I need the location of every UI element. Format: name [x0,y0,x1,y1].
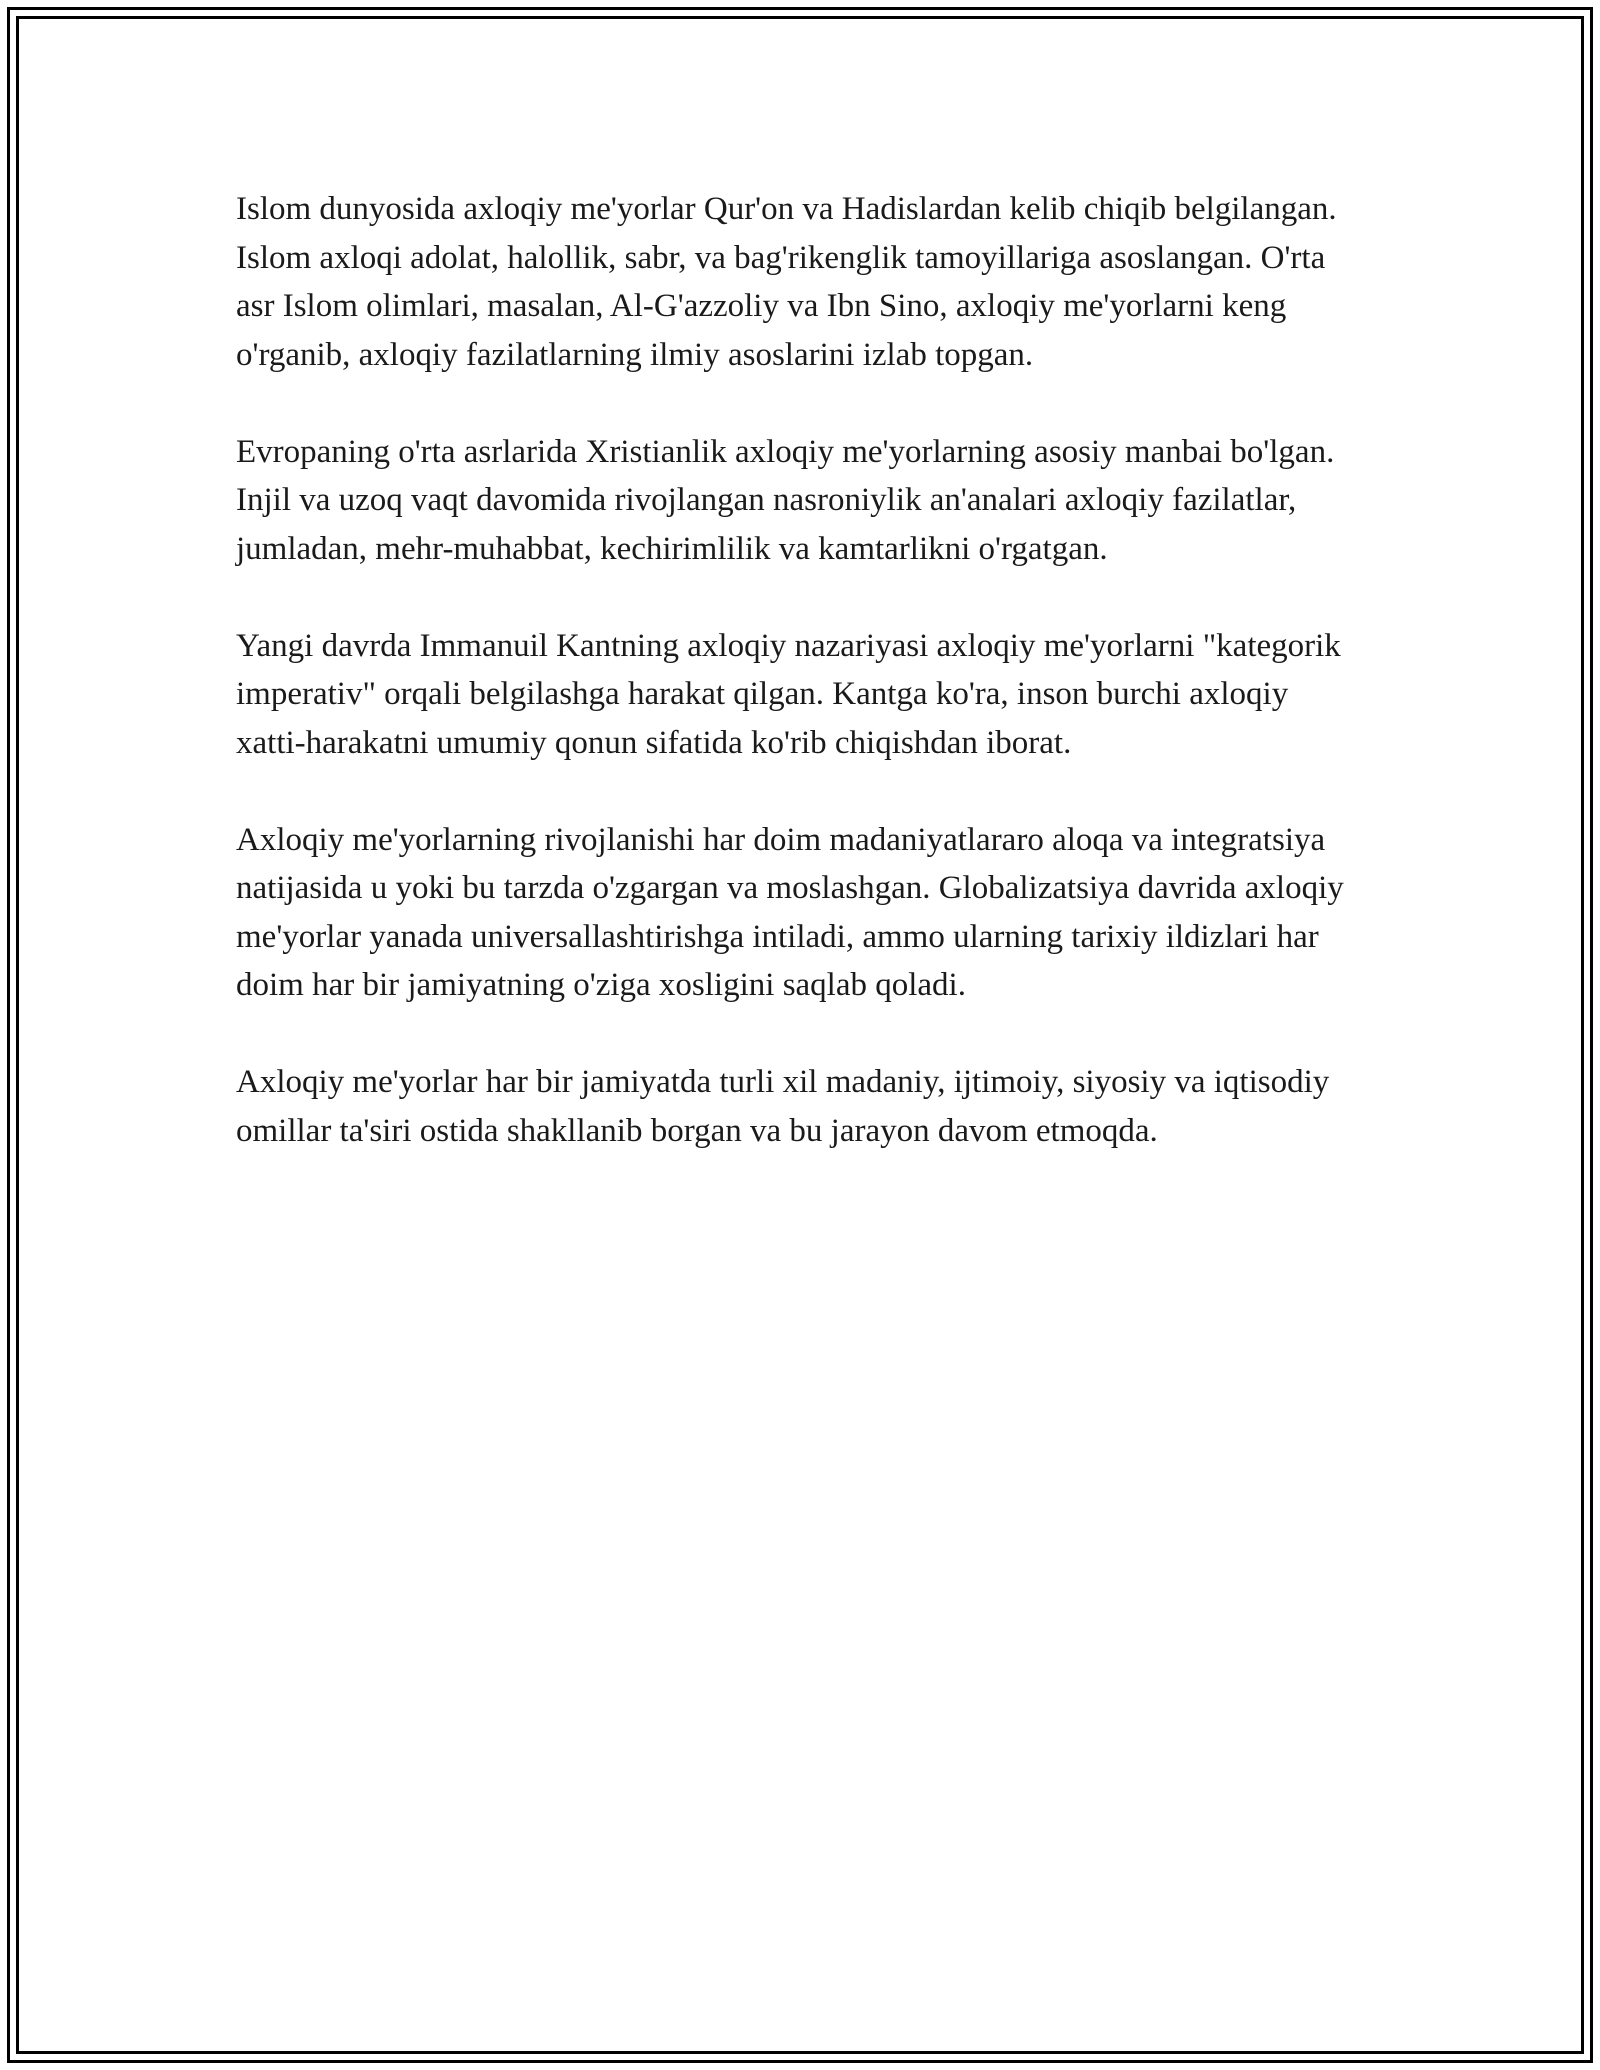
paragraph-globalization: Axloqiy me'yorlarning rivojlanishi har doim madaniyatlararo aloqa va integratsiya natijasida u yoki bu tarzda o'zgargan va moslashgan. Globalizatsiya davrida axloqiy me'yorlar yanada universallashtirishga intiladi, ammo ularning tarixiy ildizlari har doim har bir jamiyatning o'ziga xosligini saqlab qoladi. [236,821,1344,1003]
paragraph-conclusion: Axloqiy me'yorlar har bir jamiyatda turli xil madaniy, ijtimoiy, siyosiy va iqtisodiy omillar ta'siri ostida shakllanib borgan va bu jarayon davom etmoqda. [236,1064,1330,1149]
document-body [236,185,1366,1204]
paragraph-islamic-ethics: Islom dunyosida axloqiy me'yorlar Qur'on va Hadislardan kelib chiqib belgilangan. Islom axloqi adolat, halollik, sabr, va bag'rikenglik tamoyillariga asoslangan. O'rta asr Islom olimlari, masalan, Al-G'azzoliy va Ibn Sino, axloqiy me'yorlarni keng o'rganib, axloqiy fazilatlarning ilmiy asoslarini izlab topgan. [236,191,1337,373]
paragraph-christian-ethics: Evropaning o'rta asrlarida Xristianlik axloqiy me'yorlarning asosiy manbai bo'lgan. Injil va uzoq vaqt davomida rivojlangan nasroniylik an'analari axloqiy fazilatlar, jumladan, mehr-muhabbat, kechirimlilik va kamtarlikni o'rgatgan. [236,433,1335,567]
paragraph-kant-ethics: Yangi davrda Immanuil Kantning axloqiy nazariyasi axloqiy me'yorlarni "kategorik imperativ" orqali belgilashga harakat qilgan. Kantga ko'ra, inson burchi axloqiy xatti-harakatni umumiy qonun sifatida ko'rib chiqishdan iborat. [236,627,1341,761]
